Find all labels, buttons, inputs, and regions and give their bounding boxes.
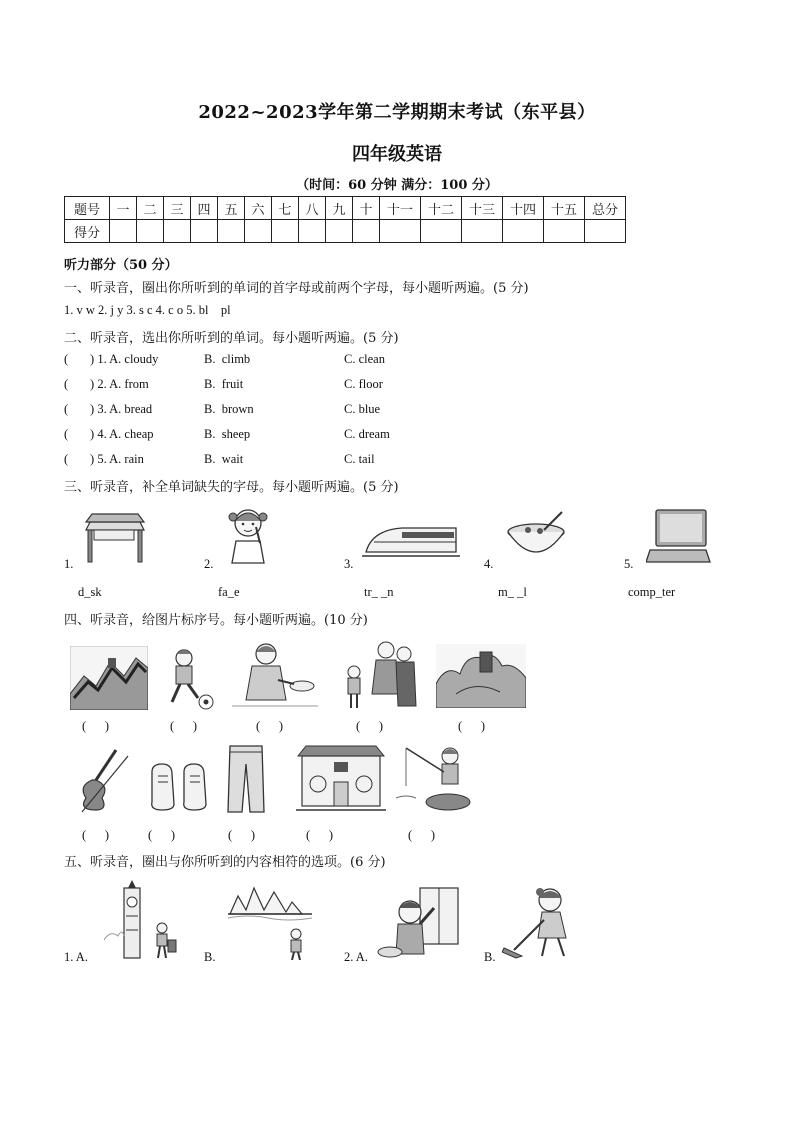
score-cell: 总分	[585, 197, 626, 220]
family-picture	[342, 638, 418, 710]
s3-number-2: 2.	[204, 557, 214, 571]
score-cell: 十一	[380, 197, 421, 220]
boy-football-picture	[162, 646, 216, 710]
score-cell: 三	[164, 197, 191, 220]
shoes-picture	[148, 762, 210, 812]
s3-word-2: fa_e	[218, 585, 240, 599]
s5-label-2a: 2. A.	[344, 950, 368, 964]
s3-word-4: m_ _l	[498, 585, 527, 599]
train-picture	[362, 524, 460, 558]
section-5-title: 五、听录音，圈出与你所听到的内容相符的选项。(6 分)	[64, 855, 386, 870]
violin-picture	[72, 746, 132, 814]
score-input-cell[interactable]	[218, 220, 245, 243]
s4-bracket-7[interactable]: ( )	[148, 828, 176, 842]
s3-word-5: comp_ter	[628, 585, 676, 599]
s2-item-3-b: B. brown	[204, 402, 254, 416]
score-cell: 九	[326, 197, 353, 220]
s2-item-4-c: C. dream	[344, 427, 390, 441]
score-cell: 六	[245, 197, 272, 220]
score-input-cell[interactable]	[299, 220, 326, 243]
s3-word-1: d_sk	[78, 585, 102, 599]
score-input-cell[interactable]	[245, 220, 272, 243]
score-input-cell[interactable]	[272, 220, 299, 243]
section-2-title: 二、听录音，选出你所听到的单词。每小题听两遍。(5 分)	[64, 331, 399, 346]
s4-bracket-8[interactable]: ( )	[228, 828, 256, 842]
score-cell: 二	[137, 197, 164, 220]
score-input-cell[interactable]	[110, 220, 137, 243]
s2-item-1-c: C. clean	[344, 352, 385, 366]
score-table-score-row	[65, 220, 626, 243]
s2-item-2-b: B. fruit	[204, 377, 244, 391]
section-1-line: 1. v w 2. j y 3. s c 4. c o 5. bl pl	[64, 303, 231, 317]
score-input-cell[interactable]	[326, 220, 353, 243]
score-input-cell[interactable]	[191, 220, 218, 243]
section-1-title: 一、听录音，圈出你所听到的单词的首字母或前两个字母，每小题听两遍。(5 分)	[64, 281, 529, 296]
laptop-picture	[646, 508, 712, 566]
mount-tai-picture	[436, 644, 526, 708]
section-4-title: 四、听录音，给图片标序号。每小题听两遍。(10 分)	[64, 613, 368, 628]
s3-word-3: tr_ _n	[364, 585, 394, 599]
boy-fishing-picture	[396, 742, 472, 814]
boy-cleaning-window-picture	[376, 884, 462, 960]
s2-item-5-c: C. tail	[344, 452, 375, 466]
s2-item-5-b: B. wait	[204, 452, 244, 466]
exam-title: 2022~2023学年第二学期期末考试（东平县）	[198, 102, 596, 123]
score-input-cell[interactable]	[462, 220, 503, 243]
s4-bracket-1[interactable]: ( )	[82, 719, 110, 733]
score-input-cell[interactable]	[164, 220, 191, 243]
score-input-cell[interactable]	[353, 220, 380, 243]
s5-label-1b: B.	[204, 950, 216, 964]
s2-item-3-q: ( ) 3. A. bread	[64, 402, 153, 416]
s2-item-4-q: ( ) 4. A. cheap	[64, 427, 154, 441]
score-cell: 七	[272, 197, 299, 220]
s4-bracket-10[interactable]: ( )	[408, 828, 436, 842]
s3-number-1: 1.	[64, 557, 74, 571]
s2-item-5-q: ( ) 5. A. rain	[64, 452, 144, 466]
opera-house-picture	[228, 880, 312, 960]
girl-sweeping-picture	[502, 882, 582, 960]
s4-bracket-4[interactable]: ( )	[356, 719, 384, 733]
score-cell: 一	[110, 197, 137, 220]
s4-bracket-3[interactable]: ( )	[256, 719, 284, 733]
s3-number-4: 4.	[484, 557, 494, 571]
meal-bowl-picture	[504, 510, 570, 566]
s2-item-1-q: ( ) 1. A. cloudy	[64, 352, 159, 366]
s3-number-3: 3.	[344, 557, 354, 571]
trousers-picture	[226, 744, 266, 814]
big-ben-picture	[104, 880, 184, 960]
s2-item-2-q: ( ) 2. A. from	[64, 377, 149, 391]
score-cell: 十四	[503, 197, 544, 220]
score-cell: 十三	[462, 197, 503, 220]
girl-face-picture	[226, 505, 270, 565]
s4-bracket-6[interactable]: ( )	[82, 828, 110, 842]
s4-bracket-2[interactable]: ( )	[170, 719, 198, 733]
score-cell: 五	[218, 197, 245, 220]
exam-info: （时间：60 分钟 满分：100 分）	[296, 178, 498, 193]
section-3-title: 三、听录音，补全单词缺失的字母。每小题听两遍。(5 分)	[64, 480, 399, 495]
s5-label-1a: 1. A.	[64, 950, 88, 964]
score-cell: 十五	[544, 197, 585, 220]
score-cell: 八	[299, 197, 326, 220]
s4-bracket-9[interactable]: ( )	[306, 828, 334, 842]
score-input-cell[interactable]	[137, 220, 164, 243]
score-input-cell[interactable]	[421, 220, 462, 243]
score-table	[64, 196, 626, 243]
score-cell: 题号	[65, 197, 110, 220]
score-cell: 十	[353, 197, 380, 220]
score-cell: 四	[191, 197, 218, 220]
great-wall-picture	[70, 646, 148, 710]
listening-part-title: 听力部分（50 分）	[64, 258, 178, 273]
score-table-header-row	[65, 197, 626, 220]
s4-bracket-5[interactable]: ( )	[458, 719, 486, 733]
score-input-cell[interactable]	[380, 220, 421, 243]
score-input-cell[interactable]	[544, 220, 585, 243]
museum-building-picture	[296, 742, 386, 814]
score-label: 得分	[65, 220, 110, 243]
score-cell: 十二	[421, 197, 462, 220]
score-input-cell[interactable]	[503, 220, 544, 243]
s2-item-1-b: B. climb	[204, 352, 251, 366]
s2-item-3-c: C. blue	[344, 402, 381, 416]
woman-cooking-picture	[232, 640, 318, 710]
score-input-cell[interactable]	[585, 220, 626, 243]
exam-subject: 四年级英语	[352, 144, 442, 165]
desk-picture	[84, 512, 146, 564]
s2-item-2-c: C. floor	[344, 377, 383, 391]
s5-label-2b: B.	[484, 950, 496, 964]
s3-number-5: 5.	[624, 557, 634, 571]
s2-item-4-b: B. sheep	[204, 427, 251, 441]
